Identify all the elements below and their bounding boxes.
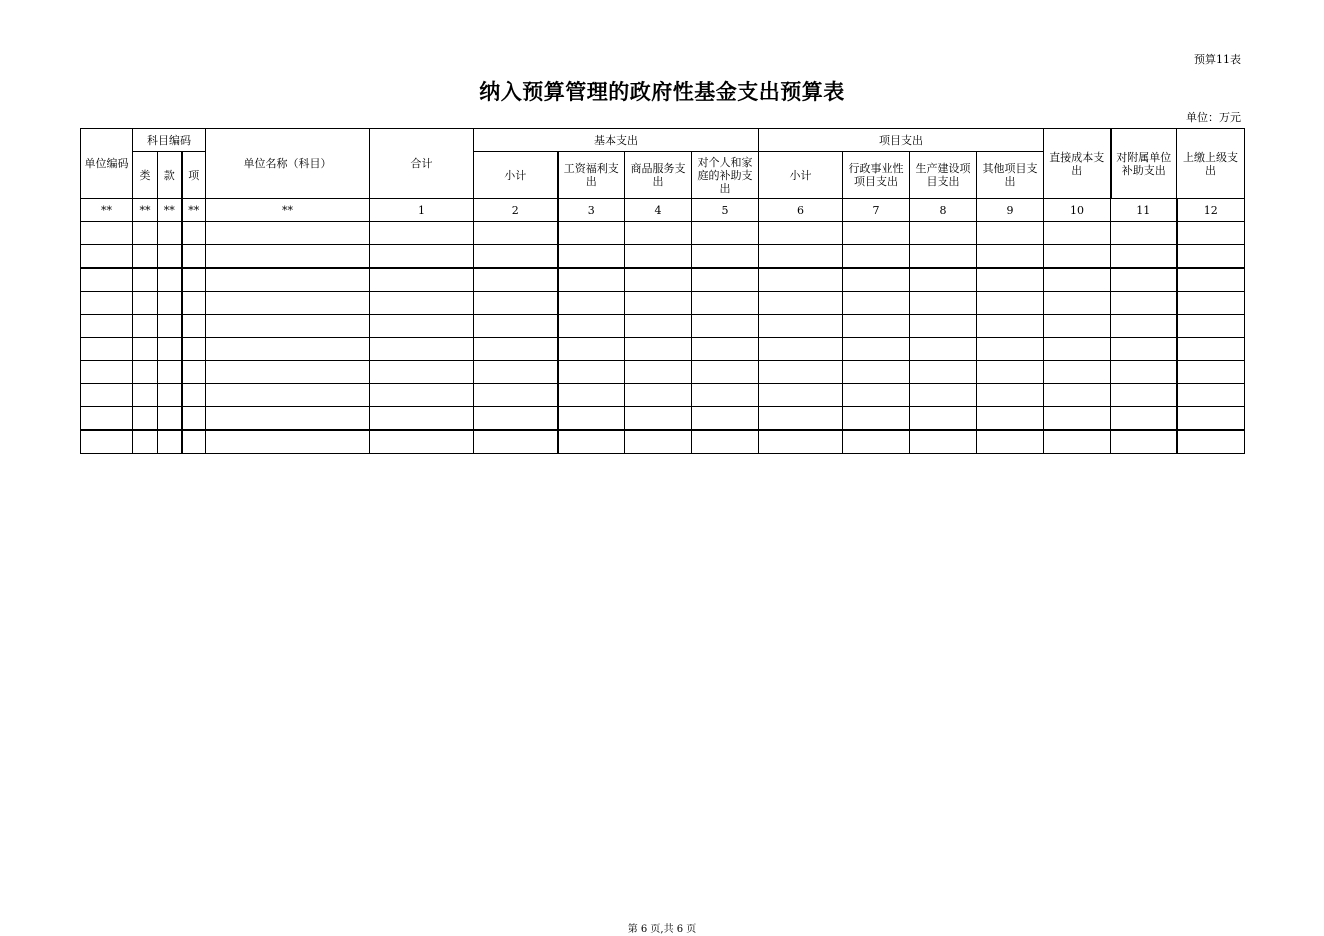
table-cell [977,292,1044,315]
table-cell [1111,315,1177,338]
table-cell [158,338,182,361]
table-cell [81,384,133,407]
table-cell [1111,407,1177,431]
table-cell [1044,407,1111,431]
table-cell [206,338,370,361]
table-cell [977,268,1044,292]
table-cell [182,361,206,384]
table-cell [759,338,843,361]
table-cell [625,361,692,384]
table-cell [625,222,692,245]
table-cell [759,407,843,431]
table-cell [1111,268,1177,292]
table-cell [759,315,843,338]
table-cell [692,292,759,315]
table-cell [474,245,558,269]
table-cell [81,430,133,454]
table-cell [133,384,158,407]
table-cell [1044,268,1111,292]
column-number-cell: 10 [1044,199,1111,222]
table-cell [1177,430,1245,454]
table-cell [759,384,843,407]
table-cell [1044,315,1111,338]
table-cell [910,384,977,407]
table-cell [81,268,133,292]
table-cell [370,384,474,407]
table-cell [1177,384,1245,407]
table-cell [370,361,474,384]
table-cell [910,315,977,338]
header-basic-wages: 工资福利支出 [558,152,625,199]
table-cell [182,407,206,431]
table-cell [182,292,206,315]
table-cell [625,430,692,454]
table-cell [910,338,977,361]
table-row [81,268,1245,292]
table-cell [625,292,692,315]
table-cell [558,384,625,407]
table-cell [474,430,558,454]
table-cell [206,268,370,292]
column-number-cell: ** [206,199,370,222]
column-number-cell: ** [81,199,133,222]
column-number-cell: ** [133,199,158,222]
table-row [81,222,1245,245]
header-direct-cost: 直接成本支出 [1044,129,1111,199]
table-cell [1111,245,1177,269]
table-cell [370,245,474,269]
table-cell [182,430,206,454]
table-row [81,407,1245,431]
table-cell [1111,430,1177,454]
table-cell [977,338,1044,361]
table-cell [692,338,759,361]
table-cell [1044,338,1111,361]
table-cell [558,268,625,292]
header-subject-code: 科目编码 [133,129,206,152]
header-group-basic: 基本支出 [474,129,759,152]
table-cell [692,407,759,431]
table-cell [133,292,158,315]
table-cell [182,384,206,407]
table-cell [158,407,182,431]
table-body [81,199,1245,454]
table-cell [692,361,759,384]
table-cell [81,361,133,384]
table-cell [81,407,133,431]
table-cell [158,315,182,338]
header-kuan: 款 [158,152,182,199]
table-cell [474,222,558,245]
table-cell [81,222,133,245]
table-cell [158,292,182,315]
header-subsidiary: 对附属单位补助支出 [1111,129,1177,199]
header-basic-goods: 商品服务支出 [625,152,692,199]
table-cell [1111,361,1177,384]
table-cell [1177,292,1245,315]
table-cell [133,361,158,384]
table-cell [206,315,370,338]
table-cell [843,245,910,269]
table-row [81,384,1245,407]
table-cell [182,245,206,269]
table-cell [692,268,759,292]
table-cell [206,222,370,245]
table-cell [625,338,692,361]
table-cell [133,245,158,269]
table-cell [1044,384,1111,407]
header-unit-name: 单位名称（科目） [206,129,370,199]
table-cell [1177,338,1245,361]
table-cell [977,407,1044,431]
table-cell [843,430,910,454]
table-cell [625,384,692,407]
table-cell [206,384,370,407]
column-number-cell: 11 [1111,199,1177,222]
table-cell [474,268,558,292]
table-cell [158,384,182,407]
table-cell [843,384,910,407]
table-cell [558,430,625,454]
header-group-project: 项目支出 [759,129,1044,152]
table-cell [759,430,843,454]
table-cell [759,292,843,315]
column-number-cell: 7 [843,199,910,222]
table-cell [843,315,910,338]
header-proj-subtotal: 小计 [759,152,843,199]
table-cell [370,292,474,315]
table-cell [1044,361,1111,384]
table-cell [206,245,370,269]
table-cell [133,407,158,431]
table-cell [182,268,206,292]
table-cell [977,222,1044,245]
table-cell [182,338,206,361]
table-cell [1111,384,1177,407]
table-cell [206,407,370,431]
table-cell [759,222,843,245]
table-cell [1177,361,1245,384]
unit-label: 单位：万元 [1186,111,1241,124]
table-cell [759,361,843,384]
table-cell [1044,292,1111,315]
column-number-cell: 3 [558,199,625,222]
table-cell [370,268,474,292]
header-proj-other: 其他项目支出 [977,152,1044,199]
table-cell [1044,245,1111,269]
table-cell [370,430,474,454]
table-cell [1177,407,1245,431]
page-footer: 第 6 页,共 6 页 [627,924,697,935]
table-cell [910,245,977,269]
table-cell [558,222,625,245]
table-cell [910,430,977,454]
header-proj-construction: 生产建设项目支出 [910,152,977,199]
table-cell [843,338,910,361]
table-cell [1044,430,1111,454]
table-row [81,361,1245,384]
table-cell [474,361,558,384]
table-cell [1111,338,1177,361]
table-cell [558,361,625,384]
header-basic-subtotal: 小计 [474,152,558,199]
table-cell [759,245,843,269]
table-cell [692,430,759,454]
table-cell [133,430,158,454]
table-row [81,315,1245,338]
table-row [81,292,1245,315]
table-cell [474,292,558,315]
table-cell [692,384,759,407]
table-cell [1177,222,1245,245]
table-cell [1177,315,1245,338]
table-row [81,430,1245,454]
table-cell [81,315,133,338]
column-number-cell: 1 [370,199,474,222]
table-cell [1111,292,1177,315]
page-title: 纳入预算管理的政府性基金支出预算表 [479,80,845,104]
column-number-cell: 9 [977,199,1044,222]
table-cell [910,268,977,292]
table-cell [81,245,133,269]
table-cell [206,361,370,384]
table-cell [133,268,158,292]
table-cell [558,407,625,431]
table-cell [370,407,474,431]
table-cell [843,361,910,384]
table-cell [474,384,558,407]
table-cell [910,222,977,245]
column-number-cell: 4 [625,199,692,222]
column-number-cell: 6 [759,199,843,222]
table-cell [158,361,182,384]
table-cell [625,268,692,292]
table-cell [692,222,759,245]
table-cell [370,222,474,245]
table-cell [692,245,759,269]
header-total: 合计 [370,129,474,199]
column-number-cell: ** [182,199,206,222]
table-cell [843,292,910,315]
table-cell [206,430,370,454]
header-superior: 上缴上级支出 [1177,129,1245,199]
table-cell [206,292,370,315]
table-row [81,338,1245,361]
table-cell [474,407,558,431]
table-cell [474,338,558,361]
table-cell [158,430,182,454]
table-cell [558,315,625,338]
table-cell [977,245,1044,269]
table-cell [1044,222,1111,245]
table-cell [133,222,158,245]
table-cell [910,361,977,384]
table-cell [81,338,133,361]
table-cell [843,407,910,431]
table-cell [625,407,692,431]
header-unit-code: 单位编码 [81,129,133,199]
table-cell [558,292,625,315]
table-cell [977,315,1044,338]
header-lei: 类 [133,152,158,199]
table-cell [158,268,182,292]
table-cell [1177,245,1245,269]
header-proj-admin: 行政事业性项目支出 [843,152,910,199]
table-cell [843,268,910,292]
column-number-cell: ** [158,199,182,222]
table-cell [158,222,182,245]
table-cell [843,222,910,245]
table-cell [977,361,1044,384]
table-cell [370,315,474,338]
table-cell [81,292,133,315]
table-cell [370,338,474,361]
table-cell [692,315,759,338]
table-cell [910,407,977,431]
header-xiang: 项 [182,152,206,199]
column-number-cell: 8 [910,199,977,222]
column-number-row [81,199,1245,222]
table-cell [759,268,843,292]
header-basic-personal: 对个人和家庭的补助支出 [692,152,759,199]
column-number-cell: 12 [1177,199,1245,222]
table-cell [133,315,158,338]
table-cell [625,315,692,338]
table-cell [158,245,182,269]
column-number-cell: 2 [474,199,558,222]
table-cell [625,245,692,269]
table-cell [182,222,206,245]
column-number-cell: 5 [692,199,759,222]
table-cell [1111,222,1177,245]
table-cell [977,384,1044,407]
table-cell [558,338,625,361]
table-cell [977,430,1044,454]
budget-table [80,128,1245,454]
form-number: 预算11表 [1194,53,1241,66]
table-cell [1177,268,1245,292]
table-cell [558,245,625,269]
table-cell [910,292,977,315]
table-cell [182,315,206,338]
table-cell [474,315,558,338]
table-cell [133,338,158,361]
table-row [81,245,1245,269]
